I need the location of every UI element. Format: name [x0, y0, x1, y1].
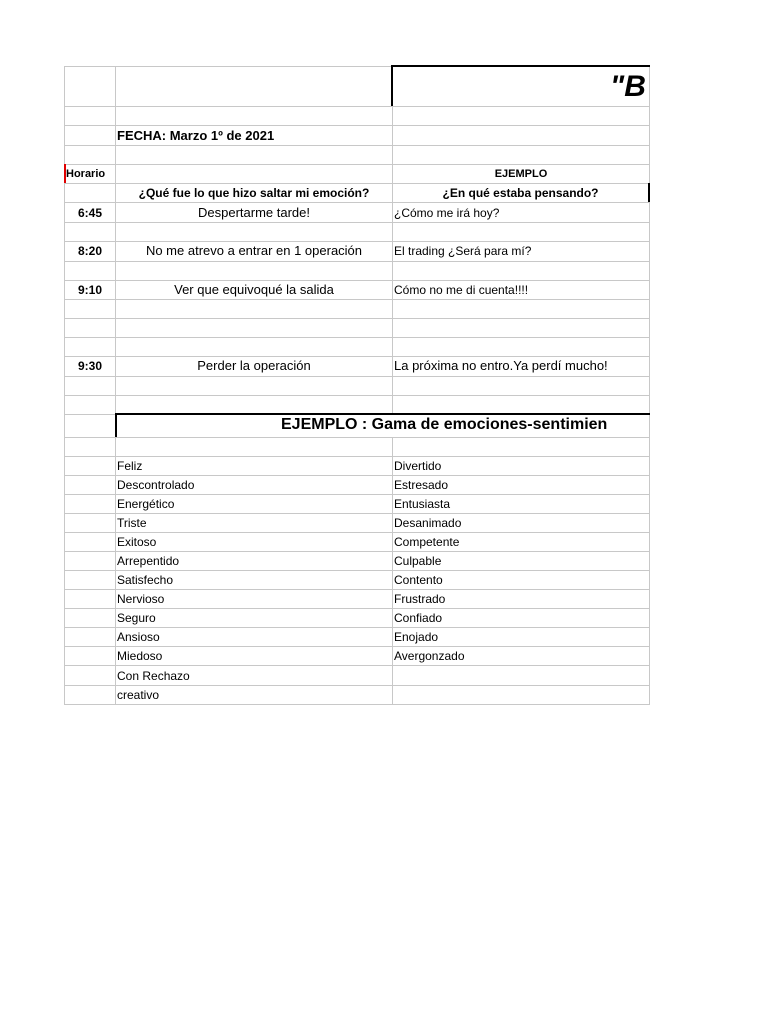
emotion-item: Descontrolado	[117, 479, 195, 492]
entry-trigger: Despertarme tarde!	[198, 206, 310, 220]
emotion-item: Exitoso	[117, 536, 157, 549]
grid-line	[64, 337, 650, 338]
entry-time: 6:45	[77, 207, 103, 220]
grid-line	[64, 356, 650, 357]
entry-thought: ¿Cómo me irá hoy?	[394, 207, 500, 220]
entry-thought: El trading ¿Será para mí?	[394, 245, 532, 258]
grid-line	[64, 532, 650, 533]
grid-line	[64, 376, 650, 377]
emotion-item: Arrepentido	[117, 555, 180, 568]
grid-line	[64, 475, 650, 476]
grid-line	[64, 437, 650, 438]
grid-line	[64, 646, 650, 647]
grid-line	[64, 222, 650, 223]
emotion-item: Energético	[117, 498, 175, 511]
ejemplo-label: EJEMPLO	[494, 169, 548, 180]
grid-line	[64, 627, 650, 628]
grid-line	[64, 261, 650, 262]
grid-line	[392, 66, 393, 414]
horario-label: Horario	[66, 169, 106, 180]
grid-line	[64, 66, 65, 704]
grid-line	[649, 66, 650, 704]
grid-line	[64, 608, 650, 609]
grid-line	[64, 202, 650, 203]
grid-line	[64, 299, 650, 300]
grid-line	[64, 513, 650, 514]
emotion-item: Avergonzado	[394, 650, 465, 663]
emotion-item: Competente	[394, 536, 460, 549]
section-border	[115, 413, 117, 437]
emotion-item: creativo	[117, 689, 160, 702]
grid-line	[64, 494, 650, 495]
grid-line	[64, 164, 650, 165]
entry-time: 9:10	[77, 284, 103, 297]
grid-line	[64, 589, 650, 590]
emotion-item: Estresado	[394, 479, 449, 492]
emotion-item: Con Rechazo	[117, 670, 190, 683]
title-border	[392, 65, 650, 67]
emotion-item: Feliz	[117, 460, 143, 473]
emotion-item: Frustrado	[394, 593, 446, 606]
page-title: "B	[610, 72, 646, 103]
emotion-item: Seguro	[117, 612, 156, 625]
entry-trigger: No me atrevo a entrar en 1 operación	[145, 244, 363, 258]
emotion-item: Desanimado	[394, 517, 462, 530]
emotion-item: Contento	[394, 574, 443, 587]
date-label: FECHA: Marzo 1º de 2021	[117, 129, 275, 143]
emotion-item: Culpable	[394, 555, 442, 568]
grid-line	[64, 241, 650, 242]
grid-line	[64, 704, 650, 705]
grid-line	[64, 456, 650, 457]
grid-line	[115, 66, 116, 704]
emotion-item: Nervioso	[117, 593, 165, 606]
emotion-item: Entusiasta	[394, 498, 451, 511]
emotion-item: Miedoso	[117, 650, 163, 663]
grid-line	[64, 106, 650, 107]
emotion-item: Divertido	[394, 460, 442, 473]
emotion-item: Satisfecho	[117, 574, 174, 587]
header-border	[648, 183, 650, 202]
emotion-item: Enojado	[394, 631, 439, 644]
section-border	[115, 413, 650, 415]
entry-trigger: Perder la operación	[197, 359, 311, 373]
grid-line	[64, 551, 650, 552]
emotions-section-title: EJEMPLO : Gama de emociones-sentimien	[281, 417, 608, 433]
entry-time: 8:20	[77, 245, 103, 258]
title-border	[391, 65, 393, 106]
grid-line	[64, 183, 650, 184]
grid-line	[64, 145, 650, 146]
grid-line	[64, 570, 650, 571]
entry-thought: Cómo no me di cuenta!!!!	[394, 284, 529, 297]
entry-thought: La próxima no entro.Ya perdí mucho!	[394, 359, 608, 373]
emotion-item: Confiado	[394, 612, 443, 625]
grid-line	[64, 280, 650, 281]
grid-line	[64, 395, 650, 396]
grid-line	[64, 665, 650, 666]
grid-line	[392, 437, 393, 704]
entry-trigger: Ver que equivoqué la salida	[174, 283, 334, 297]
grid-line	[64, 318, 650, 319]
grid-line	[64, 685, 650, 686]
thought-column-header: ¿En qué estaba pensando?	[442, 187, 599, 200]
trigger-column-header: ¿Qué fue lo que hizo saltar mi emoción?	[138, 187, 370, 200]
emotion-item: Ansioso	[117, 631, 160, 644]
grid-line	[64, 125, 650, 126]
emotion-item: Triste	[117, 517, 147, 530]
entry-time: 9:30	[77, 360, 103, 373]
